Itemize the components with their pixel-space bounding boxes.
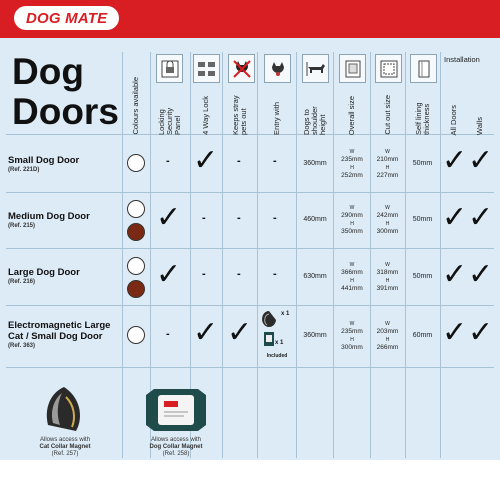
installation-label: Installation xyxy=(444,55,480,64)
lining-value: 60mm xyxy=(412,332,433,339)
height-value: 360mm xyxy=(303,332,327,339)
lock4-value: - xyxy=(202,268,206,280)
row-name: Medium Dog Door xyxy=(8,211,90,222)
colour-swatch-white xyxy=(127,257,145,275)
colour-swatch-white xyxy=(127,326,145,344)
col-cut-out-size: Cut out size xyxy=(382,95,392,135)
cat-collar-magnet-image xyxy=(40,385,88,435)
dog-magnet-caption: Allows access with Dog Collar Magnet (Ref. 258) xyxy=(149,437,203,457)
entry-value: - xyxy=(273,268,277,280)
entry-value: - xyxy=(273,212,277,224)
row-name: Small Dog Door xyxy=(8,155,80,166)
col-all-doors: All Doors xyxy=(449,104,458,135)
tick-icon: ✓ xyxy=(156,200,182,235)
height-value: 360mm xyxy=(303,160,327,167)
colour-swatch-brown xyxy=(127,223,145,241)
included-label: Included xyxy=(266,353,288,359)
locking-value: - xyxy=(166,328,170,340)
lining-value: 50mm xyxy=(412,216,433,223)
tick-icon: ✓ xyxy=(468,200,494,235)
col-4-way-lock: 4 Way Lock xyxy=(201,96,210,135)
height-value: 630mm xyxy=(303,273,327,280)
locking-value: - xyxy=(166,155,170,167)
four-way-lock-icon xyxy=(193,54,220,83)
row-name: Large Dog Door xyxy=(8,267,80,278)
row-ref: (Ref. 221D) xyxy=(8,167,40,173)
col-stray-pets: Keeps stray pets out xyxy=(230,95,248,135)
magnet-count: x 1 xyxy=(281,311,290,317)
tick-icon: ✓ xyxy=(442,200,468,235)
cat-magnet-caption: Allows access with Cat Collar Magnet (Ref. 257) xyxy=(39,437,91,457)
col-colours: Colours available xyxy=(131,77,140,135)
dog-mate-logo: DOG MATE xyxy=(14,6,119,30)
tick-icon: ✓ xyxy=(156,257,182,292)
colour-swatch-brown xyxy=(127,280,145,298)
lock-panel-icon xyxy=(156,54,183,83)
tick-icon: ✓ xyxy=(193,143,219,178)
lining-value: 50mm xyxy=(412,273,433,280)
magnet-entry-group xyxy=(259,308,295,366)
col-locking-panel: Locking Security Panel xyxy=(157,107,182,135)
tick-icon: ✓ xyxy=(468,315,494,350)
col-shoulder-height: Dogs to shoulder height xyxy=(301,106,327,135)
col-walls: Walls xyxy=(475,116,484,135)
row-name: Electromagnetic Large Cat / Small Dog Door xyxy=(8,320,111,342)
overall-size-value: W 366mm H 441mm xyxy=(341,262,363,292)
lock4-value: - xyxy=(202,212,206,224)
tick-icon: ✓ xyxy=(442,257,468,292)
magnet-count: x 1 xyxy=(275,340,284,346)
height-value: 460mm xyxy=(303,216,327,223)
stray-cat-icon xyxy=(228,54,255,83)
row-ref: (Ref. 363) xyxy=(8,343,36,349)
colour-swatch-white xyxy=(127,154,145,172)
row-ref: (Ref. 215) xyxy=(8,223,36,229)
stray-value: - xyxy=(237,268,241,280)
overall-size-value: W 235mm H 300mm xyxy=(341,321,363,351)
tick-icon: ✓ xyxy=(442,315,468,350)
dog-height-icon xyxy=(302,54,329,83)
cut-out-value: W 318mm H 391mm xyxy=(376,262,399,292)
cut-out-value: W 203mm H 266mm xyxy=(376,321,399,351)
lining-icon xyxy=(410,54,437,83)
cut-out-size-icon xyxy=(375,54,402,83)
lining-value: 50mm xyxy=(412,160,433,167)
cut-out-value: W 210mm H 227mm xyxy=(376,149,399,179)
cut-out-value: W 242mm H 300mm xyxy=(376,205,399,235)
row-ref: (Ref. 216) xyxy=(8,279,36,285)
overall-size-icon xyxy=(339,54,366,83)
overall-size-value: W 290mm H 350mm xyxy=(341,205,363,235)
stray-value: - xyxy=(237,155,241,167)
cat-collar-magnet-icon xyxy=(261,310,277,328)
tick-icon: ✓ xyxy=(468,257,494,292)
tick-icon: ✓ xyxy=(227,315,253,350)
col-overall-size: Overall size xyxy=(346,95,356,135)
magnet-entry-icon xyxy=(264,54,291,83)
tick-icon: ✓ xyxy=(193,315,219,350)
entry-value: - xyxy=(273,155,277,167)
col-lining: Self lining thickness xyxy=(413,102,431,135)
page-title: Dog Doors xyxy=(12,51,119,132)
stray-value: - xyxy=(237,212,241,224)
dog-collar-magnet-image xyxy=(140,385,212,435)
tick-icon: ✓ xyxy=(468,143,494,178)
tick-icon: ✓ xyxy=(442,143,468,178)
overall-size-value: W 235mm H 252mm xyxy=(341,149,363,179)
colour-swatch-white xyxy=(127,200,145,218)
col-entry-with: Entry with xyxy=(271,102,281,135)
